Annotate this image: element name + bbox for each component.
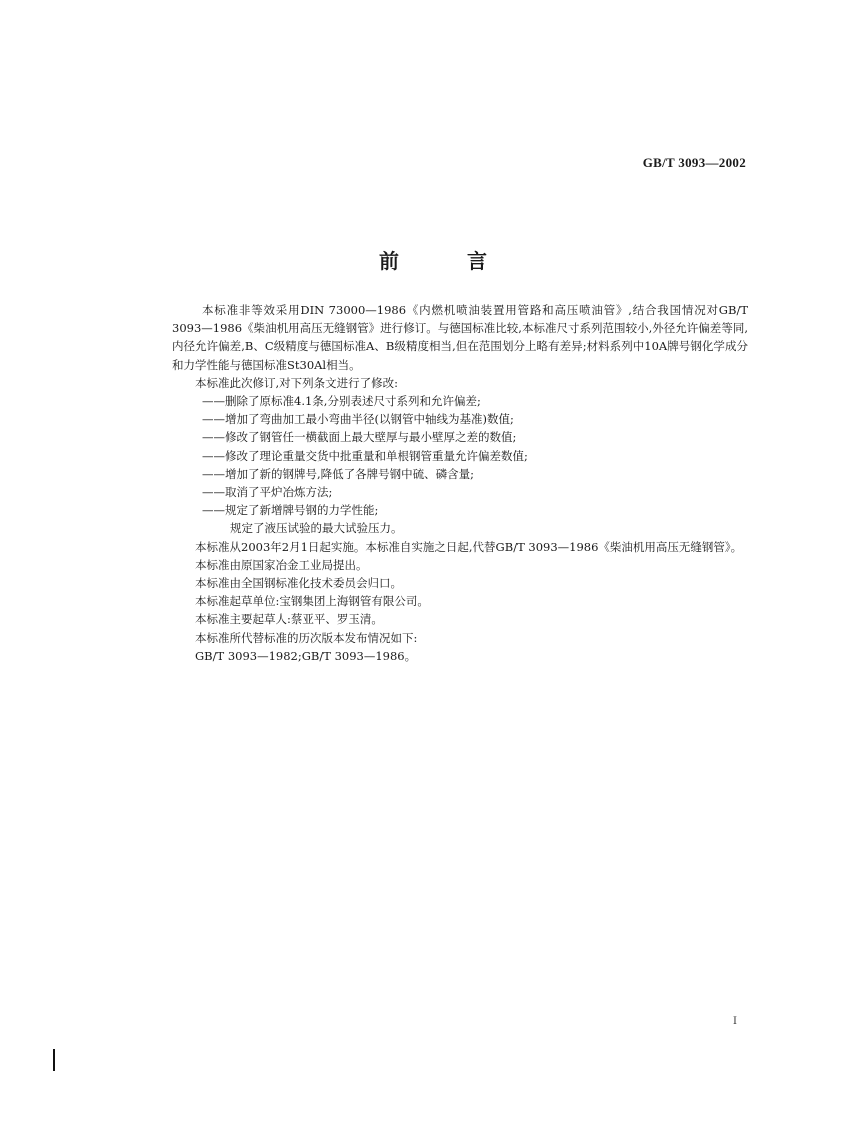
revision-item: ——删除了原标准4.1条,分别表述尺寸系列和允许偏差; [202,394,481,409]
committee-paragraph: 本标准由全国钢标准化技术委员会归口。 [195,576,402,591]
history-versions: GB/T 3093—1982;GB/T 3093—1986。 [195,648,417,663]
effective-date-paragraph: 本标准从2003年2月1日起实施。本标准自实施之日起,代替GB/T 3093—1986《柴油机用高压无缝钢管》。 [195,539,743,554]
scan-edge-mark [53,1049,55,1071]
revision-list [172,392,748,538]
revision-item: ——规定了新增牌号钢的力学性能; [202,503,379,518]
revision-item: ——增加了弯曲加工最小弯曲半径(以钢管中轴线为基准)数值; [202,412,514,427]
drafters-paragraph: 本标准主要起草人:蔡亚平、罗玉清。 [195,612,383,627]
revision-item: ——修改了钢管任一横截面上最大壁厚与最小壁厚之差的数值; [202,430,517,445]
foreword-body [172,301,748,665]
page-number: I [733,1016,737,1027]
revision-item: 规定了液压试验的最大试验压力。 [230,521,403,536]
intro-paragraph: 本标准非等效采用DIN 73000—1986《内燃机喷油装置用管路和高压喷油管》,结合我国情况对GB/T 3093—1986《柴油机用高压无缝钢管》进行修订。与德国标准比较,本标准尺寸系列范围较小,外径允许偏差等同,内径允许偏差,B、C级精度与德国标准A、B级精度相当,但在范围划分上略有差异;材料系列中10A牌号钢化学成分和力学性能与德国标准St30Al相当。 [172,303,748,372]
history-intro-paragraph: 本标准所代替标准的历次版本发布情况如下: [195,630,418,645]
revision-item: ——修改了理论重量交货中批重量和单根钢管重量允许偏差数值; [202,448,528,463]
revision-item: ——取消了平炉冶炼方法; [202,485,333,500]
page-title: 前 言 [379,249,511,273]
standard-code: GB/T 3093—2002 [642,155,746,170]
proposer-paragraph: 本标准由原国家冶金工业局提出。 [195,557,368,572]
revision-item: ——增加了新的钢牌号,降低了各牌号钢中硫、磷含量; [202,466,475,481]
drafting-unit-paragraph: 本标准起草单位:宝钢集团上海钢管有限公司。 [195,594,429,609]
revision-intro: 本标准此次修订,对下列条文进行了修改: [195,375,399,390]
